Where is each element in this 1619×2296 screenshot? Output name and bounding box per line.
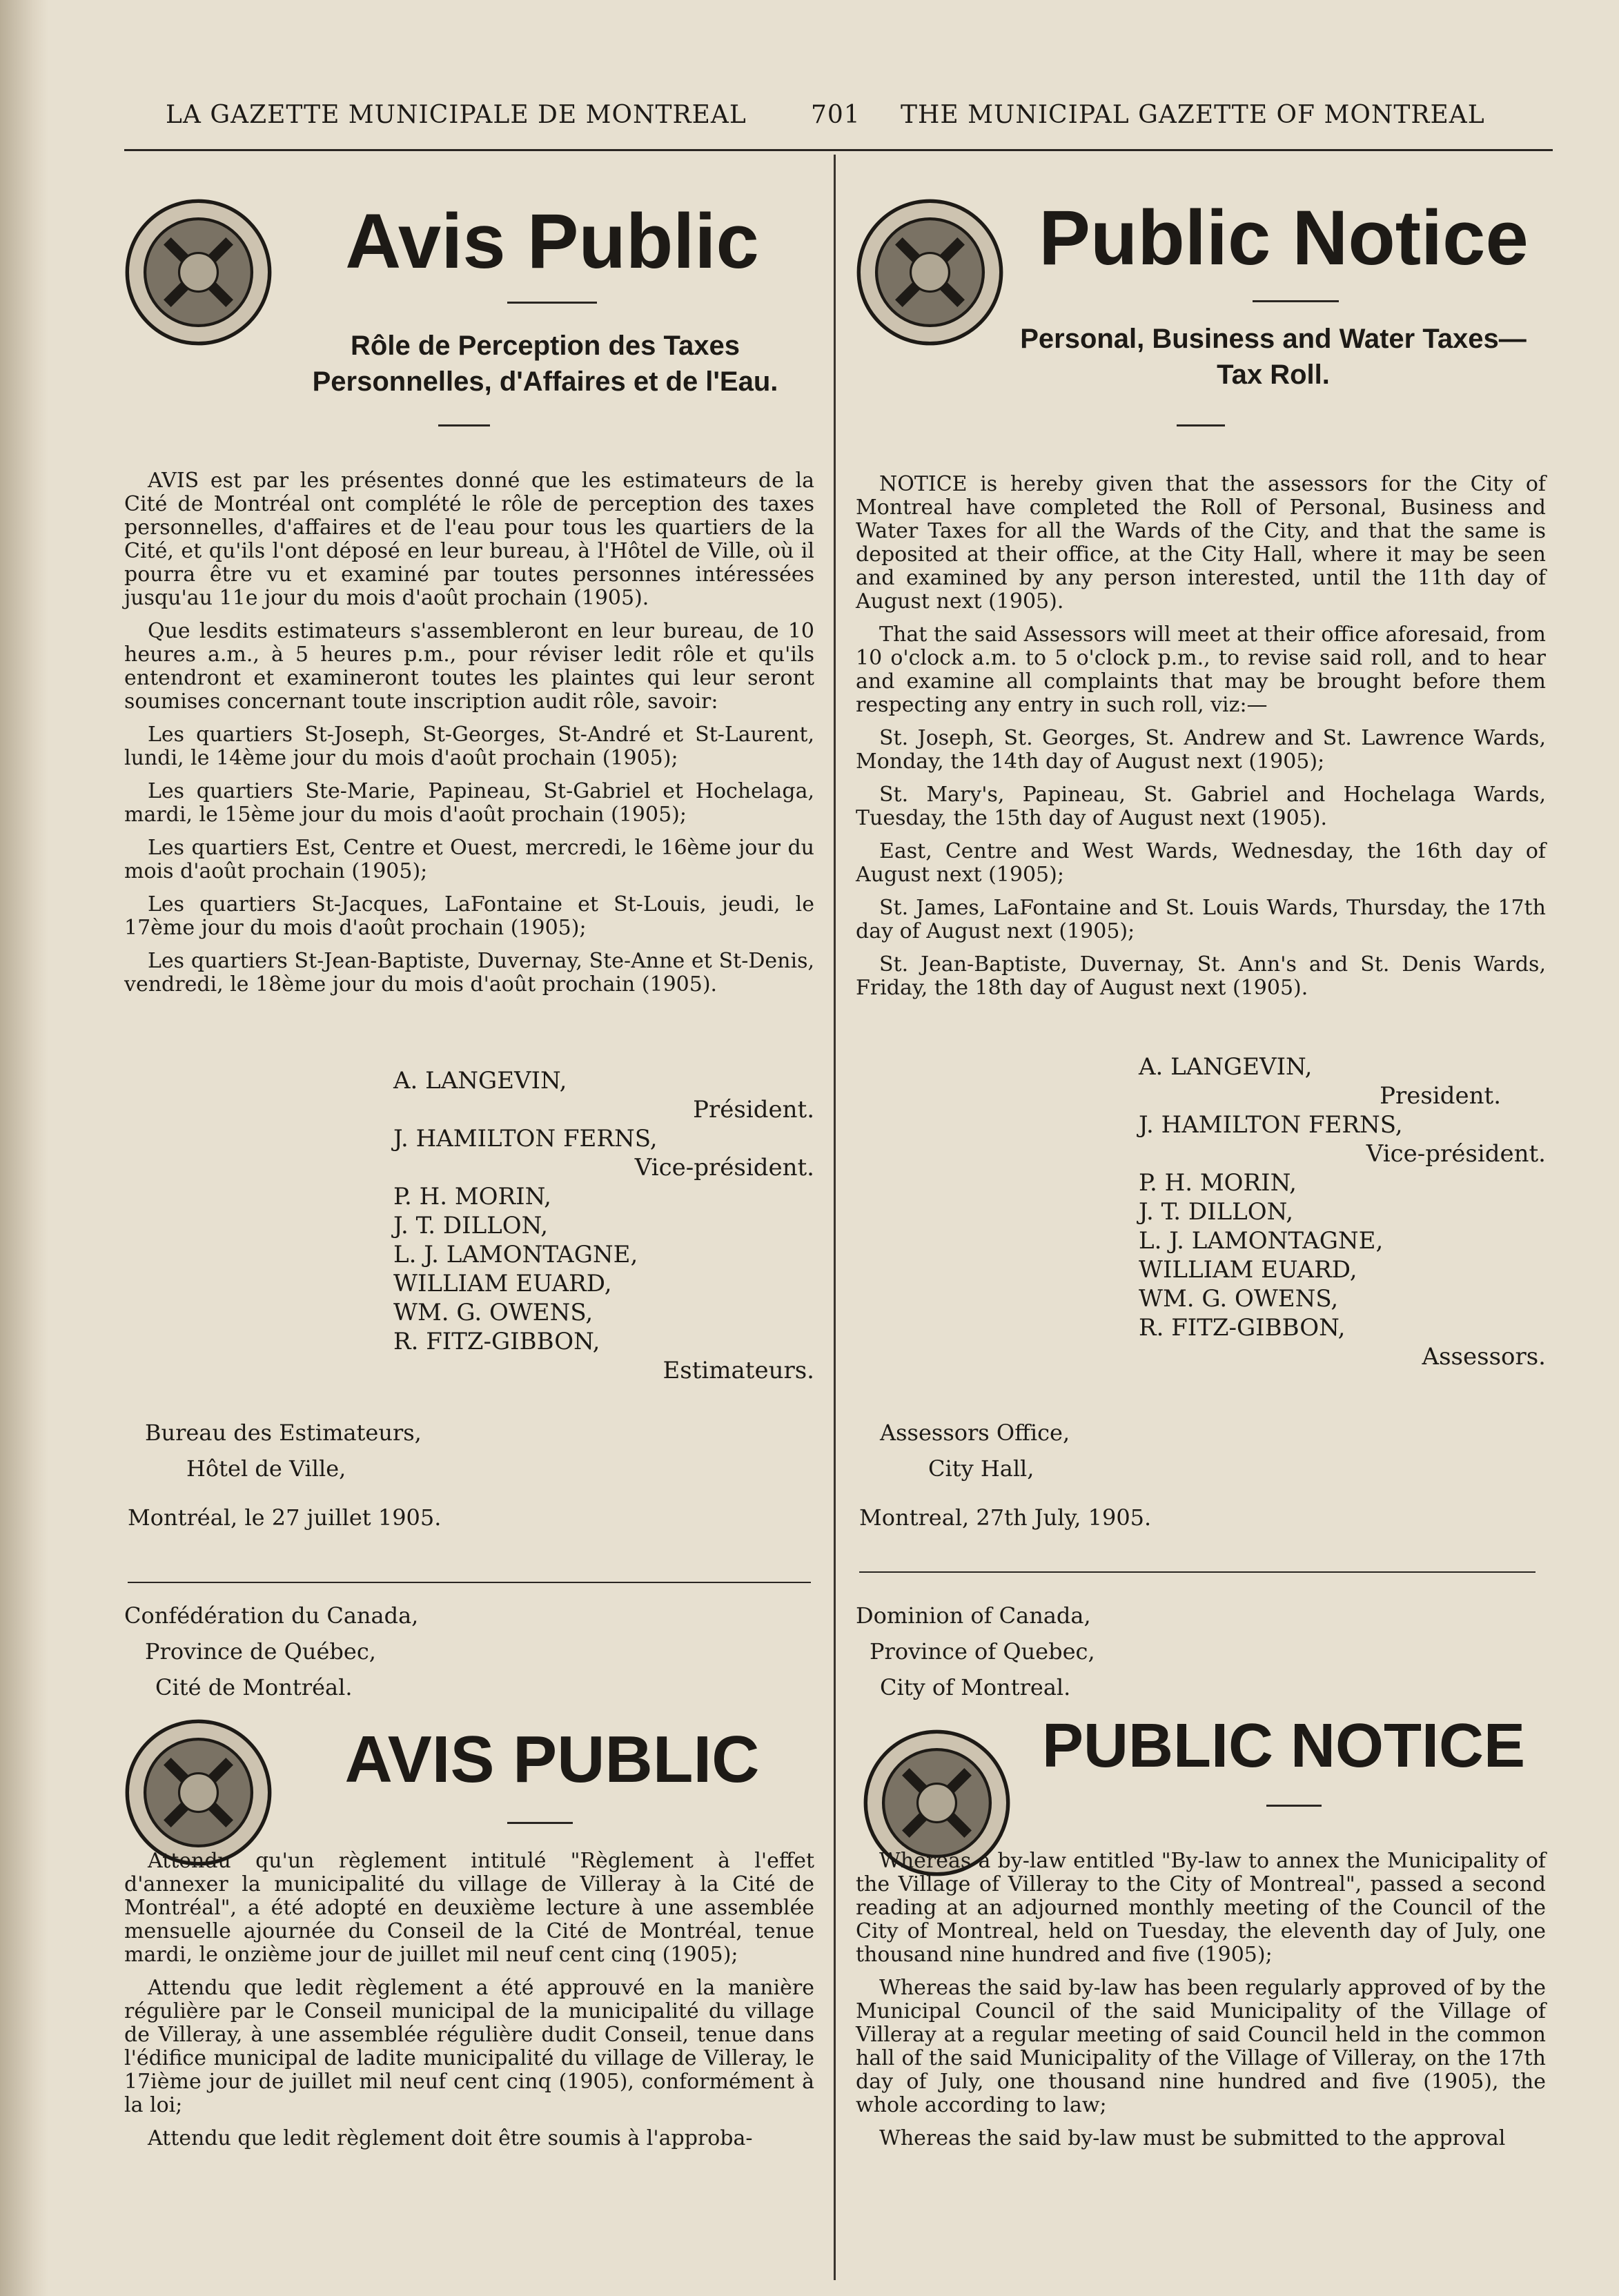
annexation-body	[856, 1849, 1546, 2160]
paragraph: NOTICE is hereby given that the assessors for the City of Montreal have completed the Roll of Personal, Business and Water Taxes for all the Wards of the City, and that the same is deposited at their office, at the City Hall, where it may be seen and examined by any person interested, until the 11th day of August next (1905).	[856, 472, 1546, 614]
notice-date: Montréal, le 27 juillet 1905.	[128, 1504, 442, 1531]
avis-public-title: Avis Public	[345, 198, 759, 284]
signatory-role: Vice-président.	[1366, 1140, 1546, 1168]
signatory-name: A. LANGEVIN,	[1139, 1053, 1313, 1081]
signatory-name: J. T. DILLON,	[393, 1212, 549, 1239]
office-address	[880, 1415, 1070, 1486]
signatory-name: WM. G. OWENS,	[1139, 1285, 1339, 1313]
signatory-name: A. LANGEVIN,	[393, 1067, 567, 1095]
avis-public-tax-roll	[124, 155, 814, 1570]
paragraph: Whereas the said by-law must be submitted to the approval	[879, 2126, 1506, 2150]
signatory-group-role: Assessors.	[1422, 1343, 1546, 1371]
annexation-body	[124, 1849, 814, 2160]
paragraph: St. Mary's, Papineau, St. Gabriel and Hochelaga Wards, Tuesday, the 15th day of August next (1905).	[856, 783, 1546, 830]
page-header	[124, 94, 1553, 151]
paragraph: Attendu que ledit règlement doit être soumis à l'approba-	[148, 2126, 753, 2150]
jurisdiction	[856, 1598, 1546, 1705]
section-rule	[128, 1582, 811, 1583]
signatory-role: Vice-président.	[634, 1154, 814, 1181]
paragraph: St. Jean-Baptiste, Duvernay, St. Ann's and St. Denis Wards, Friday, the 18th day of August next (1905).	[856, 952, 1546, 1000]
header-title-english: THE MUNICIPAL GAZETTE OF MONTREAL	[901, 101, 1485, 129]
paragraph: Les quartiers Est, Centre et Ouest, mercredi, le 16ème jour du mois d'août prochain (1905);	[124, 836, 814, 883]
public-notice-body	[856, 473, 1546, 1010]
jurisdiction-line: Province de Québec,	[145, 1638, 376, 1665]
paragraph: St. Joseph, St. Georges, St. Andrew and St. Lawrence Wards, Monday, the 14th day of August next (1905);	[856, 726, 1546, 774]
public-notice-title: PUBLIC NOTICE	[1041, 1711, 1525, 1780]
signatory-name: WILLIAM EUARD,	[1139, 1256, 1357, 1284]
avis-public-title: AVIS PUBLIC	[344, 1723, 760, 1796]
paragraph: AVIS est par les présentes donné que les estimateurs de la Cité de Montréal ont complété le rôle de perception des taxes personnelles, d'affaires et de l'eau pour tous les quartiers de la Cité, et qu'ils l'ont déposé en leur bureau, à l'Hôtel de Ville, où il pourra être vu et examiné par toutes personnes intéressées jusqu'au 11e jour du mois d'août prochain (1905).	[124, 469, 814, 610]
section-rule	[859, 1571, 1535, 1573]
title-rule	[507, 1822, 573, 1824]
signatory-name: WM. G. OWENS,	[393, 1299, 593, 1326]
jurisdiction-line: Confédération du Canada,	[124, 1602, 419, 1629]
public-notice-tax-roll	[856, 155, 1546, 1570]
signatory-name: J. T. DILLON,	[1139, 1198, 1294, 1226]
right-column	[856, 155, 1546, 2150]
signatories	[393, 1066, 814, 1385]
paragraph: Les quartiers St-Jacques, LaFontaine et St-Louis, jeudi, le 17ème jour du mois d'août prochain (1905);	[124, 892, 814, 940]
office-line: City Hall,	[928, 1455, 1034, 1482]
column-divider	[834, 155, 836, 2280]
jurisdiction-line: Province of Quebec,	[870, 1638, 1095, 1665]
title-rule	[507, 302, 597, 304]
signatory-role: Président.	[693, 1096, 814, 1124]
paragraph: Attendu qu'un règlement intitulé "Règlement à l'effet d'annexer la municipalité du village de Villeray à la Cité de Montréal", a été adopté en deuxième lecture à une assemblée mensuelle ajournée du Conseil de la Cité de Montréal, tenue mardi, le onzième jour de juillet mil neuf cent cinq (1905);	[124, 1849, 814, 1967]
office-line: Assessors Office,	[880, 1420, 1070, 1446]
avis-public-annexation	[124, 1598, 814, 2150]
paragraph: East, Centre and West Wards, Wednesday, the 16th day of August next (1905);	[856, 839, 1546, 887]
city-seal-icon	[856, 198, 1004, 346]
office-line: Bureau des Estimateurs,	[145, 1420, 422, 1446]
jurisdiction	[124, 1598, 814, 1705]
avis-public-subtitle: Rôle de Perception des Taxes Personnelles, d'Affaires et de l'Eau.	[312, 331, 778, 397]
notice-date: Montreal, 27th July, 1905.	[859, 1504, 1152, 1531]
signatory-name: L. J. LAMONTAGNE,	[393, 1241, 638, 1268]
signatory-role: President.	[1380, 1082, 1501, 1110]
public-notice-title: Public Notice	[1039, 195, 1529, 281]
paragraph: That the said Assessors will meet at their office aforesaid, from 10 o'clock a.m. to 5 o'clock p.m., to revise said roll, and to hear and examine all complaints that may be brought before them respecting any entry in such roll, viz:—	[856, 622, 1546, 717]
title-rule	[1266, 1805, 1322, 1807]
paragraph: Les quartiers St-Joseph, St-Georges, St-André et St-Laurent, lundi, le 14ème jour du mois d'août prochain (1905);	[124, 723, 814, 770]
page-binding-shadow	[0, 0, 48, 2296]
page-number: 701	[811, 101, 861, 129]
paragraph: Attendu que ledit règlement a été approuvé en la manière régulière par le Conseil municipal de la municipalité du village de Villeray, à une assemblée régulière dudit Conseil, tenue dans l'édifice municipal de ladite municipalité du village de Villeray, le 17ième jour de juillet mil neuf cent cinq (1905), conformément à la loi;	[124, 1976, 814, 2117]
header-title-french: LA GAZETTE MUNICIPALE DE MONTREAL	[166, 101, 747, 129]
signatory-name: R. FITZ-GIBBON,	[393, 1328, 600, 1355]
subtitle-rule	[1177, 424, 1225, 426]
signatory-group-role: Estimateurs.	[663, 1357, 814, 1384]
avis-public-body	[124, 469, 814, 1006]
left-column	[124, 155, 814, 2150]
signatory-name: J. HAMILTON FERNS,	[393, 1125, 658, 1152]
signatory-name: P. H. MORIN,	[1139, 1169, 1297, 1197]
paragraph: St. James, LaFontaine and St. Louis Wards, Thursday, the 17th day of August next (1905);	[856, 896, 1546, 943]
office-address	[145, 1415, 422, 1486]
city-seal-icon	[124, 1718, 273, 1867]
signatory-name: WILLIAM EUARD,	[393, 1270, 612, 1297]
public-notice-annexation	[856, 1598, 1546, 2150]
title-rule	[1253, 300, 1339, 302]
paragraph: Les quartiers Ste-Marie, Papineau, St-Gabriel et Hochelaga, mardi, le 15ème jour du mois d'août prochain (1905);	[124, 779, 814, 827]
city-seal-icon	[124, 198, 273, 346]
signatory-name: R. FITZ-GIBBON,	[1139, 1314, 1346, 1342]
signatory-name: J. HAMILTON FERNS,	[1139, 1111, 1403, 1139]
jurisdiction-line: Cité de Montréal.	[155, 1674, 353, 1700]
signatory-name: L. J. LAMONTAGNE,	[1139, 1227, 1384, 1255]
public-notice-subtitle: Personal, Business and Water Taxes— Tax Roll.	[1020, 324, 1527, 390]
signatories	[1139, 1052, 1546, 1371]
signatory-name: P. H. MORIN,	[393, 1183, 551, 1210]
office-line: Hôtel de Ville,	[186, 1455, 346, 1482]
jurisdiction-line: City of Montreal.	[880, 1674, 1071, 1700]
jurisdiction-line: Dominion of Canada,	[856, 1602, 1091, 1629]
paragraph: Que lesdits estimateurs s'assembleront en leur bureau, de 10 heures a.m., à 5 heures p.m., pour réviser ledit rôle et qu'ils entendront et examineront toutes les plaintes qui leur seront soumises concernant toute inscription audit rôle, savoir:	[124, 619, 814, 714]
paragraph: Whereas the said by-law has been regularly approved of by the Municipal Council of the said Municipality of the Village of Villeray at a regular meeting of said Council held in the common hall of the said Municipality of the Village of Villeray, on the 17th day of July, one thousand nine hundred and five (1905), the whole according to law;	[856, 1976, 1546, 2117]
paragraph: Les quartiers St-Jean-Baptiste, Duvernay, Ste-Anne et St-Denis, vendredi, le 18ème jour du mois d'août prochain (1905).	[124, 949, 814, 997]
subtitle-rule	[438, 424, 490, 426]
paragraph: Whereas a by-law entitled "By-law to annex the Municipality of the Village of Villeray to the City of Montreal", passed a second reading at an adjourned monthly meeting of the Council of the City of Montreal, held on Tuesday, the eleventh day of July, one thousand nine hundred and five (1905);	[856, 1849, 1546, 1967]
